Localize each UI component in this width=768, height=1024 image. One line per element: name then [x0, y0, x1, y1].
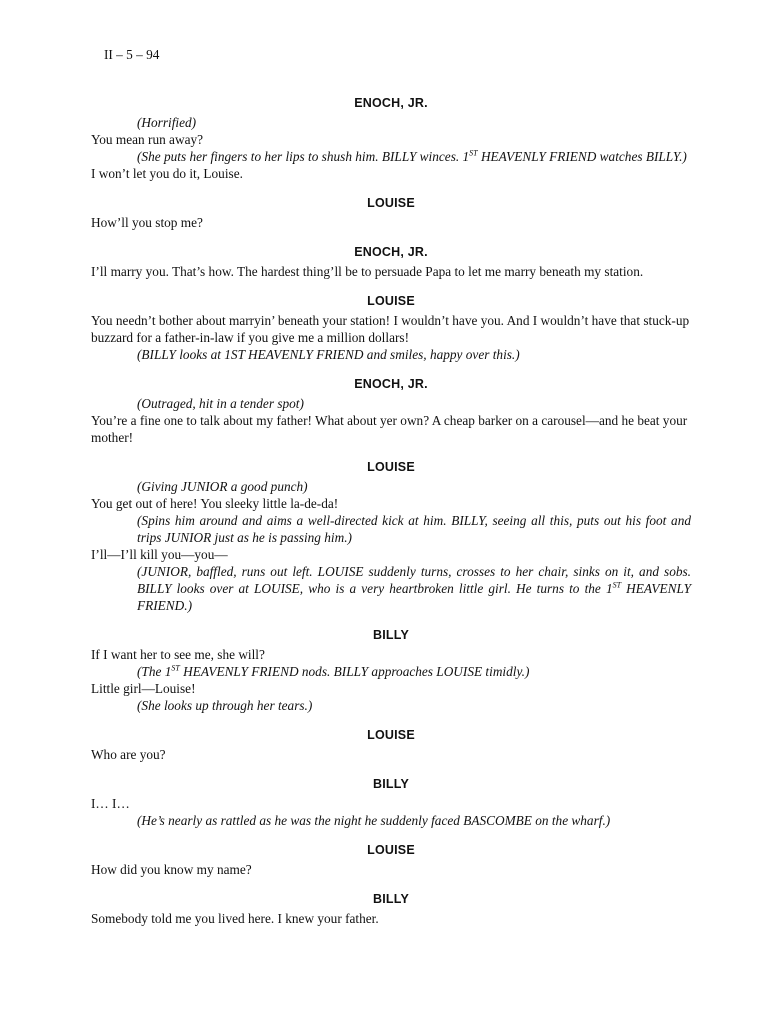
dialogue-line: How did you know my name? — [91, 862, 252, 877]
text-run: (JUNIOR, baffled, runs out left. LOUISE suddenly turns, crosses to her chair, sinks on it, and sobs. BILLY looks over at LOUISE, who is a very heartbroken little girl. He turns to the 1 — [137, 564, 691, 596]
dialogue-line: How’ll you stop me? — [91, 215, 203, 230]
character-cue: LOUISE — [367, 460, 415, 474]
parenthetical: (Horrified) — [137, 115, 197, 130]
text-run: HEAVENLY FRIEND.) — [137, 581, 691, 613]
dialogue-line: I… I… — [91, 796, 130, 811]
dialogue-line: Somebody told me you lived here. I knew your father. — [91, 911, 379, 926]
stage-direction: (Spins him around and aims a well-directed kick at him. BILLY, seeing all this, puts out his foot and trips JUNIOR just as he is passing him.) — [137, 513, 691, 545]
stage-direction — [137, 563, 691, 614]
stage-direction: (She looks up through her tears.) — [137, 698, 313, 713]
text-run: HEAVENLY FRIEND nods. BILLY approaches LOUISE timidly.) — [179, 664, 530, 679]
superscript: ST — [171, 663, 180, 673]
character-cue: BILLY — [373, 777, 409, 791]
script-body — [91, 95, 691, 927]
character-cue: LOUISE — [367, 294, 415, 308]
dialogue-line: If I want her to see me, she will? — [91, 647, 265, 662]
text-run: (She puts her fingers to her lips to shush him. BILLY winces. 1 — [137, 149, 470, 164]
dialogue-line: You get out of here! You sleeky little la-de-da! — [91, 496, 339, 511]
stage-direction: (BILLY looks at 1ST HEAVENLY FRIEND and smiles, happy over this.) — [137, 347, 520, 362]
character-cue: BILLY — [373, 628, 409, 642]
dialogue-line: I won’t let you do it, Louise. — [91, 166, 243, 181]
parenthetical: (Giving JUNIOR a good punch) — [137, 479, 308, 494]
dialogue-line: I’ll—I’ll kill you—you— — [91, 547, 228, 562]
character-cue: ENOCH, JR. — [354, 245, 428, 259]
character-cue: ENOCH, JR. — [354, 96, 428, 110]
dialogue-line: Who are you? — [91, 747, 166, 762]
text-run: HEAVENLY FRIEND watches BILLY.) — [477, 149, 687, 164]
dialogue-line: You’re a fine one to talk about my father! What about yer own? A cheap barker on a carousel—and he beat your mother! — [91, 413, 688, 445]
stage-direction: (He’s nearly as rattled as he was the night he suddenly faced BASCOMBE on the wharf.) — [137, 813, 611, 828]
superscript: ST — [612, 580, 622, 590]
character-cue: LOUISE — [367, 843, 415, 857]
stage-direction — [137, 663, 691, 680]
character-cue: LOUISE — [367, 196, 415, 210]
dialogue-line: You mean run away? — [91, 132, 204, 147]
parenthetical: (Outraged, hit in a tender spot) — [137, 396, 304, 411]
character-cue: ENOCH, JR. — [354, 377, 428, 391]
character-cue: BILLY — [373, 892, 409, 906]
page-number: II – 5 – 94 — [104, 47, 160, 62]
character-cue: LOUISE — [367, 728, 415, 742]
stage-direction — [137, 148, 691, 165]
dialogue-line: I’ll marry you. That’s how. The hardest thing’ll be to persuade Papa to let me marry beneath my station. — [91, 264, 644, 279]
dialogue-line: You needn’t bother about marryin’ beneath your station! I wouldn’t have you. And I wouldn’t have that stuck-up buzzard for a father-in-law if you give me a million dollars! — [91, 313, 690, 345]
text-run: (The 1 — [137, 664, 172, 679]
dialogue-line: Little girl—Louise! — [91, 681, 196, 696]
superscript: ST — [469, 148, 478, 158]
